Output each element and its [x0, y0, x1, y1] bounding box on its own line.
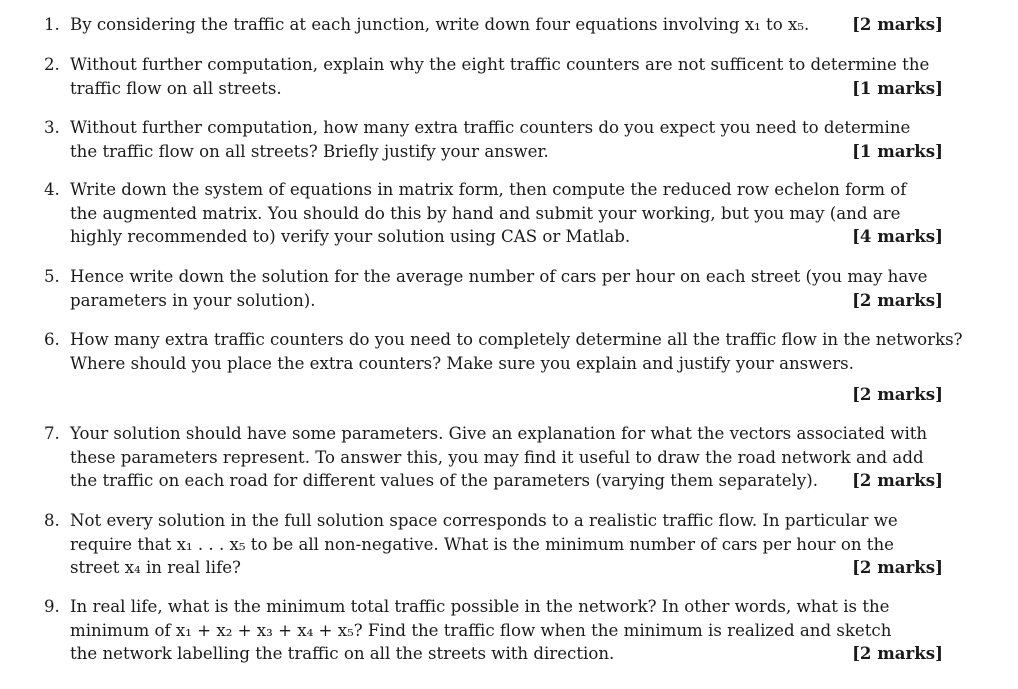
- marks-label: [2 marks]: [852, 470, 943, 490]
- question-line: minimum of x₁ + x₂ + x₃ + x₄ + x₅? Find the traffic flow when the minimum is realized and sketch: [70, 620, 892, 640]
- question-line: Your solution should have some parameters. Give an explanation for what the vectors associated with: [70, 424, 928, 443]
- question-line: [70, 77, 943, 101]
- question-line: How many extra traffic counters do you need to completely determine all the traffic flow in the networks?: [70, 330, 963, 349]
- question-number: 9.: [44, 597, 60, 616]
- question-line: require that x₁ . . . x₅ to be all non-negative. What is the minimum number of cars per hour on the: [70, 534, 894, 554]
- question-line: In real life, what is the minimum total traffic possible in the network? In other words, what is the: [70, 597, 890, 616]
- line-text: street x₄ in real life?: [70, 558, 241, 577]
- question-line: [70, 469, 943, 493]
- question-number: 6.: [44, 330, 60, 349]
- marks-label: [1 marks]: [852, 140, 943, 161]
- question-number: 1.: [44, 15, 60, 34]
- question-number: 8.: [44, 511, 60, 530]
- marks-label: [2 marks]: [852, 384, 943, 404]
- question-8: [44, 509, 943, 580]
- question-line: [70, 13, 943, 37]
- question-line: the augmented matrix. You should do this by hand and submit your working, but you may (and are: [70, 203, 901, 223]
- question-line: [70, 556, 943, 580]
- question-line: Without further computation, explain why the eight traffic counters are not sufficent to determine the: [70, 55, 930, 74]
- question-line: Where should you place the extra counters? Make sure you explain and justify your answers.: [70, 353, 854, 373]
- question-line: Write down the system of equations in matrix form, then compute the reduced row echelon form of: [70, 180, 907, 199]
- question-number: 2.: [44, 55, 60, 74]
- marks-label: [4 marks]: [852, 226, 943, 246]
- marks-label: [2 marks]: [852, 289, 943, 310]
- question-4: [44, 178, 943, 249]
- question-6: [44, 328, 963, 407]
- question-line: Hence write down the solution for the average number of cars per hour on each street (you may have: [70, 267, 928, 286]
- marks-label: [2 marks]: [852, 557, 943, 577]
- marks-line: [70, 383, 943, 407]
- question-line: [70, 225, 943, 249]
- question-number: 3.: [44, 118, 60, 137]
- question-line: [70, 140, 943, 164]
- question-line: [70, 289, 943, 313]
- marks-label: [2 marks]: [852, 643, 943, 663]
- question-number: 7.: [44, 424, 60, 443]
- question-line: these parameters represent. To answer this, you may find it useful to draw the road network and add: [70, 447, 924, 467]
- line-text: By considering the traffic at each junction, write down four equations involving x₁ to x₅.: [70, 15, 810, 34]
- line-text: parameters in your solution).: [70, 290, 316, 310]
- question-number: 5.: [44, 267, 60, 286]
- question-1: [44, 13, 943, 37]
- question-number: 4.: [44, 180, 60, 199]
- question-line: [70, 642, 943, 666]
- line-text: the traffic flow on all streets? Briefly justify your answer.: [70, 141, 549, 161]
- question-2: [44, 53, 943, 100]
- marks-label: [2 marks]: [852, 14, 943, 34]
- question-7: [44, 422, 943, 493]
- question-9: [44, 595, 943, 666]
- question-line: Without further computation, how many extra traffic counters do you expect you need to determine: [70, 118, 911, 137]
- line-text: the network labelling the traffic on all the streets with direction.: [70, 644, 615, 663]
- marks-label: [1 marks]: [852, 77, 943, 98]
- line-text: traffic flow on all streets.: [70, 78, 282, 98]
- line-text: highly recommended to) verify your solution using CAS or Matlab.: [70, 227, 631, 246]
- question-3: [44, 116, 943, 163]
- question-5: [44, 265, 943, 312]
- question-line: Not every solution in the full solution space corresponds to a realistic traffic flow. In particular we: [70, 511, 898, 530]
- line-text: the traffic on each road for different values of the parameters (varying them separately).: [70, 471, 819, 490]
